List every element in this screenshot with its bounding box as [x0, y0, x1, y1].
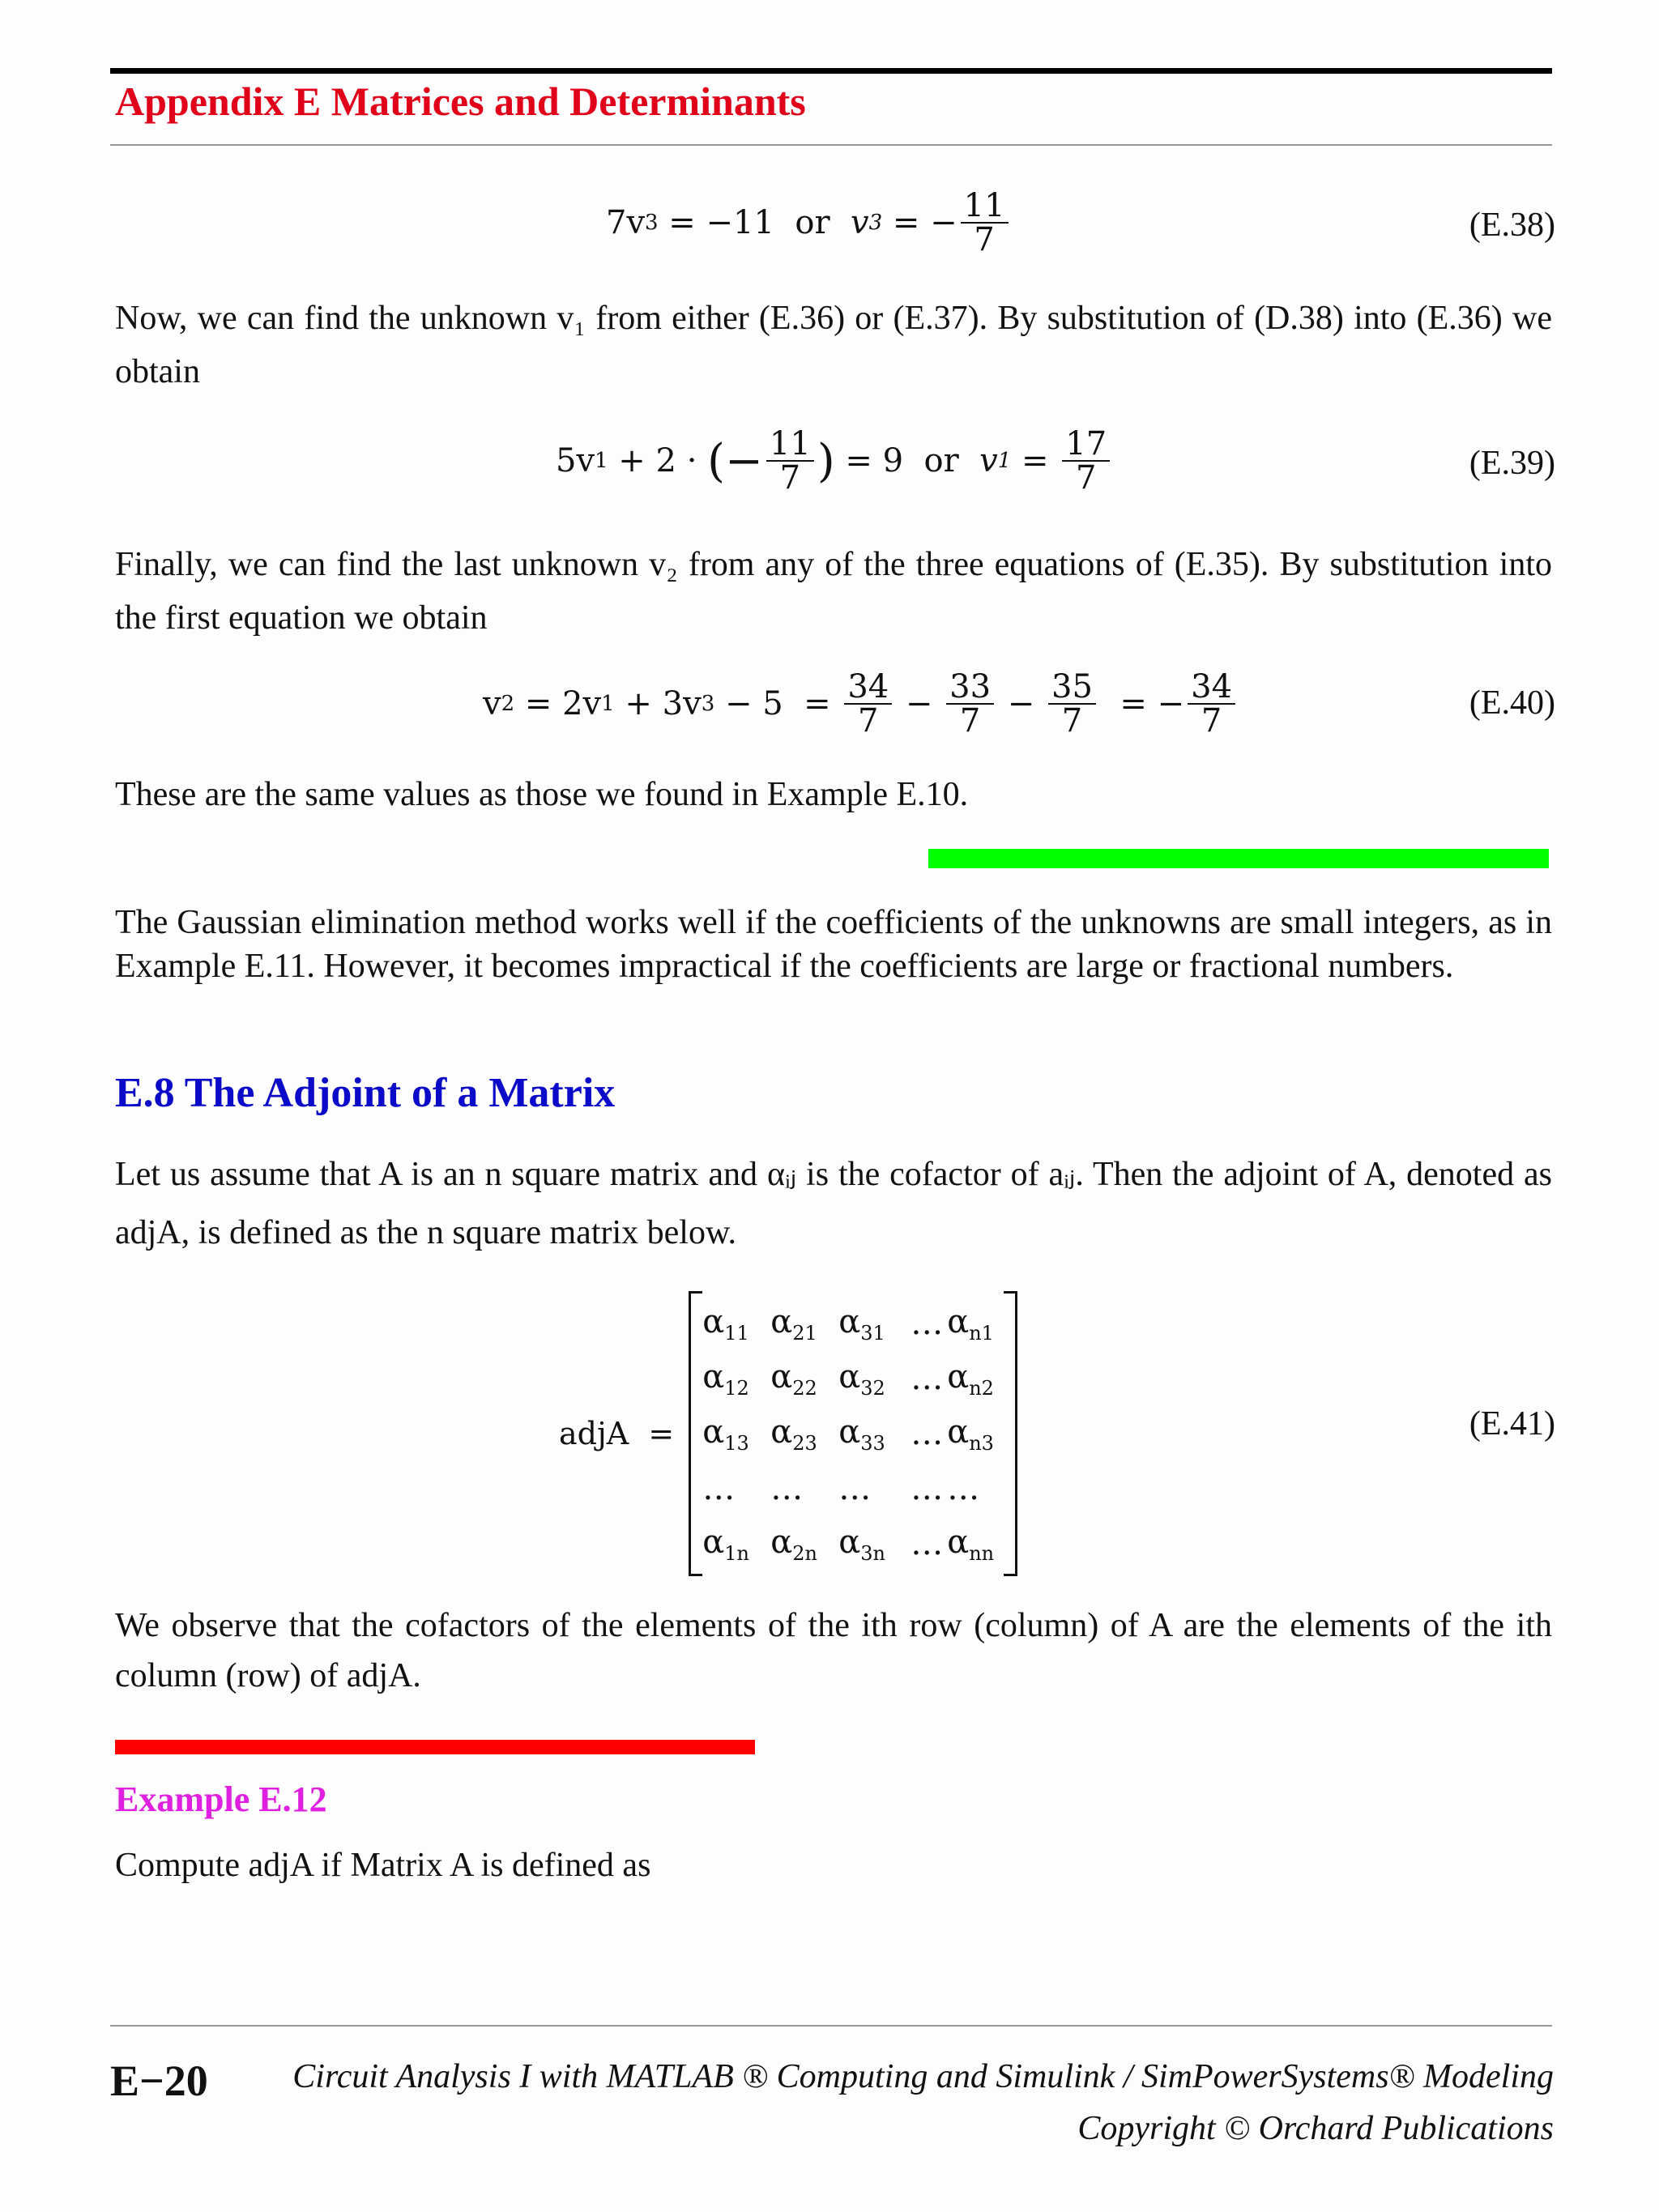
equation-e41 — [559, 1291, 1017, 1576]
equation-e39: 5v 1 + 2 · (− $\frac{11}{7}$ ) = 9 or v 1 = $\frac{17}{7}$ — [556, 428, 1113, 494]
paragraph-substitution-v1: Now, we can find the unknown v₁ from either (E.36) or (E.37). By substitution of (D.38) into (E.36) we obtain — [115, 300, 1552, 390]
matrix-cell: $\alpha_{n2}$ — [947, 1357, 994, 1400]
page-number: E−20 — [110, 2056, 208, 2105]
matrix-row — [702, 1351, 1004, 1406]
top-rule — [110, 68, 1552, 74]
matrix-ellipsis: … — [911, 1525, 944, 1562]
paragraph-adjoint-definition: Let us assume that A is an n square matrix and αᵢⱼ is the cofactor of aᵢⱼ. Then the adjoint of A, denoted as adjA, is defined as the n square matrix below. — [115, 1156, 1552, 1251]
end-of-example-bar — [928, 849, 1549, 868]
book-title: Circuit Analysis I with MATLAB ® Computing and Simulink / SimPowerSystems® Modeling — [292, 2058, 1554, 2095]
matrix-cell: … — [770, 1470, 804, 1507]
example-title: Example E.12 — [115, 1779, 327, 1819]
paragraph-cofactor-observation: We observe that the cofactors of the elements of the ith row (column) of A are the elements of the ith column (row) of adjA. — [115, 1607, 1552, 1694]
matrix-row — [702, 1296, 1004, 1351]
matrix-ellipsis: … — [911, 1360, 944, 1397]
matrix-cell: $\alpha_{31}$ — [838, 1302, 885, 1345]
fraction: $\frac{35}{7}$ — [1048, 671, 1096, 737]
matrix-row — [702, 1461, 1004, 1516]
fraction: $\frac{11}{7}$ — [961, 190, 1009, 256]
equation-number-e39: (E.39) — [1469, 445, 1555, 482]
fraction: $\frac{34}{7}$ — [1188, 671, 1235, 737]
paragraph-compute-adjA: Compute adjA if Matrix A is defined as — [115, 1847, 651, 1884]
fraction: $\frac{33}{7}$ — [946, 671, 994, 737]
section-title: E.8 The Adjoint of a Matrix — [115, 1070, 616, 1116]
header-rule — [110, 144, 1552, 146]
paragraph-substitution-v2: Finally, we can find the last unknown v₂ from any of the three equations of (E.35). By substitution into the first equation we obtain — [115, 546, 1552, 637]
fraction: $\frac{34}{7}$ — [844, 671, 892, 737]
matrix-cell: $\alpha_{n1}$ — [947, 1302, 994, 1345]
matrix-cell: … — [702, 1470, 736, 1507]
matrix-cell: $\alpha_{13}$ — [702, 1413, 749, 1455]
equation-number-e40: (E.40) — [1469, 684, 1555, 722]
matrix-ellipsis: … — [911, 1305, 944, 1342]
paragraph-same-values: These are the same values as those we found in Example E.10. — [115, 776, 969, 813]
footer-rule — [110, 2025, 1552, 2027]
copyright-notice: Copyright © Orchard Publications — [1077, 2110, 1554, 2147]
equation-e40: v 2 = 2v 1 + 3v 3 − 5 = $\frac{34}{7}$ − $\frac{33}{7}$ − $\frac{35}{7}$ = − $\frac{34}{7}$ — [483, 671, 1239, 737]
matrix-ellipsis: … — [911, 1415, 944, 1452]
matrix-cell: $\alpha_{1n}$ — [702, 1523, 749, 1565]
matrix-cell: $\alpha_{nn}$ — [947, 1523, 995, 1565]
example-start-bar — [115, 1740, 755, 1754]
matrix-cell: $\alpha_{23}$ — [770, 1413, 817, 1455]
matrix-label: adjA = — [559, 1416, 675, 1451]
paragraph-gaussian-elimination: The Gaussian elimination method works well if the coefficients of the unknowns are small integers, as in Example E.11. However, it becomes impractical if the coefficients are large or fractional numbers. — [115, 904, 1552, 985]
matrix-cell: $\alpha_{n3}$ — [947, 1413, 994, 1455]
page-header-title: Appendix E Matrices and Determinants — [115, 79, 806, 124]
matrix-row — [702, 1516, 1004, 1571]
matrix-cell: $\alpha_{2n}$ — [770, 1523, 817, 1565]
matrix-cell: $\alpha_{11}$ — [702, 1302, 749, 1345]
matrix-cell: $\alpha_{33}$ — [838, 1413, 885, 1455]
matrix-cell: … — [947, 1470, 980, 1507]
matrix-cell: $\alpha_{12}$ — [702, 1357, 749, 1400]
matrix-cell: $\alpha_{3n}$ — [838, 1523, 885, 1565]
equation-number-e38: (E.38) — [1469, 207, 1555, 244]
adjoint-matrix — [689, 1291, 1017, 1576]
matrix-cell: … — [838, 1470, 872, 1507]
matrix-ellipsis: … — [911, 1470, 944, 1507]
matrix-cell: $\alpha_{32}$ — [838, 1357, 885, 1400]
matrix-cell: $\alpha_{21}$ — [770, 1302, 817, 1345]
equation-number-e41: (E.41) — [1469, 1405, 1555, 1443]
fraction: $\frac{11}{7}$ — [766, 428, 814, 494]
matrix-cell: $\alpha_{22}$ — [770, 1357, 817, 1400]
equation-e38: 7v 3 = −11 or v 3 = − $\frac{11}{7}$ — [606, 190, 1012, 256]
fraction: $\frac{17}{7}$ — [1062, 428, 1110, 494]
matrix-row — [702, 1406, 1004, 1461]
